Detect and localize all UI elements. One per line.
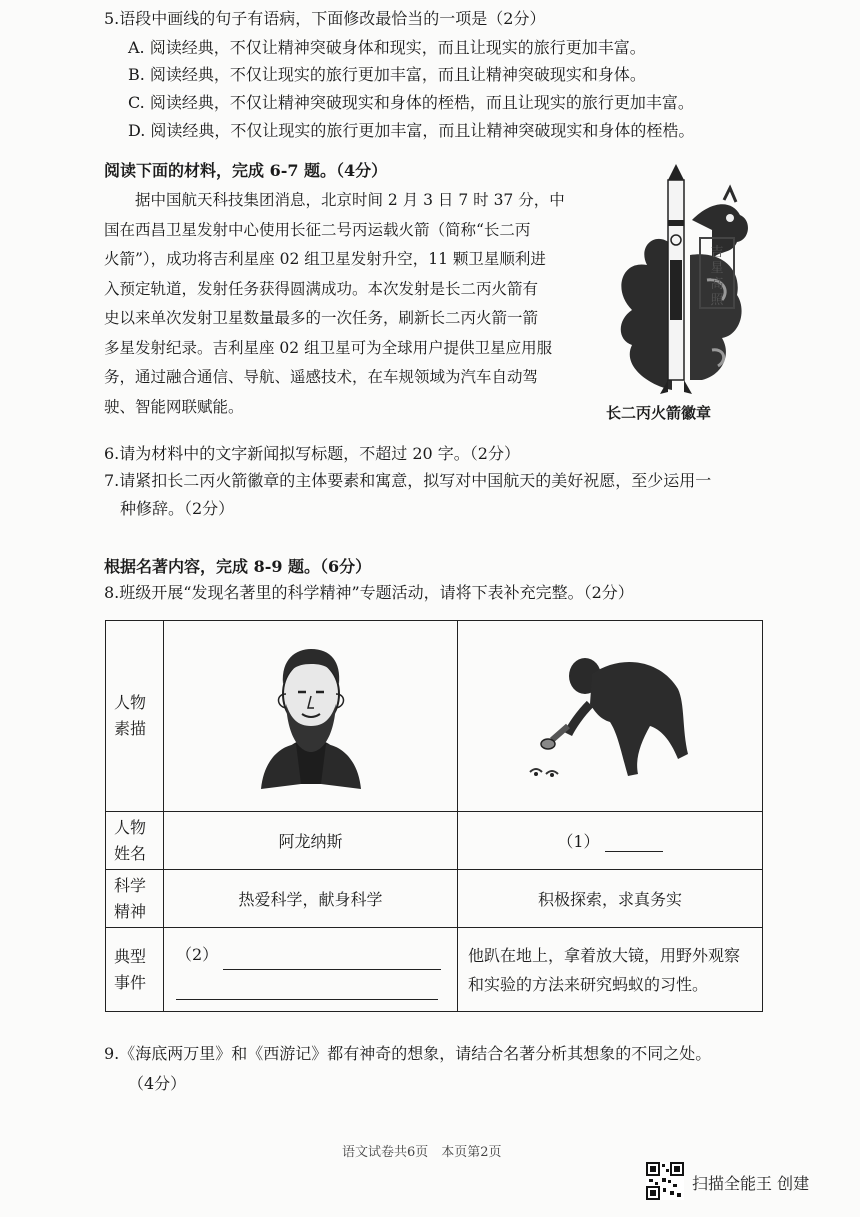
- answer-blank-1[interactable]: [605, 835, 663, 852]
- row-header-event: 典型事件: [106, 928, 164, 1012]
- row-header-portrait: 人物素描: [106, 621, 164, 812]
- rocket-dragon-icon: [612, 160, 752, 400]
- q7-line-1: 7.请紧扣长二丙火箭徽章的主体要素和寓意，拟写对中国航天的美好祝愿，至少运用一: [104, 471, 712, 490]
- spirit-aronnax: 热爱科学，献身科学: [164, 870, 458, 928]
- classics-heading: 根据名著内容，完成 8-9 题。（6分）: [104, 557, 372, 576]
- blank-2-label: （2）: [176, 944, 219, 964]
- badge-text-2: 星: [710, 261, 724, 276]
- table-row-name: [106, 812, 763, 870]
- name-blank-cell: [458, 812, 763, 870]
- table-row-spirit: [106, 870, 763, 928]
- news-paragraph: [104, 186, 598, 422]
- q5-stem: 5.语段中画线的句子有语病，下面修改最恰当的一项是（2分）: [104, 9, 546, 28]
- news-line: 入预定轨道，发射任务获得圆满成功。本次发射是长二丙火箭有: [104, 279, 539, 298]
- news-line: 火箭”），成功将吉利星座 02 组卫星发射升空，11 颗卫星顺利进: [104, 250, 546, 268]
- event-fabre-line-1: 他趴在地上，拿着放大镜，用野外观察: [468, 945, 741, 965]
- news-line: 务，通过融合通信、导航、遥感技术，在车规领域为汽车自动驾: [104, 368, 539, 386]
- portrait-fabre: [458, 621, 763, 812]
- table-row-event: [106, 928, 763, 1012]
- q5-option-d: D. 阅读经典，不仅让现实的旅行更加丰富，而且让精神突破现实和身体的桎梏。: [128, 121, 695, 140]
- science-spirit-table: [105, 620, 763, 1012]
- q7-line-2: 种修辞。（2分）: [120, 499, 235, 518]
- event-fabre: [458, 928, 763, 1012]
- q5-option-b: B. 阅读经典，不仅让现实的旅行更加丰富，而且让精神突破现实和身体。: [128, 65, 646, 84]
- aronnax-portrait-icon: [246, 634, 376, 794]
- spirit-fabre: 积极探索，求真务实: [458, 870, 763, 928]
- row-header-name: 人物姓名: [106, 812, 164, 870]
- event-fabre-line-2: 和实验的方法来研究蚂蚁的习性。: [468, 974, 709, 994]
- q5-option-c: C. 阅读经典，不仅让精神突破现实和身体的桎梏，而且让现实的旅行更加丰富。: [128, 93, 694, 112]
- news-line: 国在西昌卫星发射中心使用长征二号丙运载火箭（简称“长二丙: [104, 220, 531, 239]
- q5-option-a: A. 阅读经典，不仅让精神突破身体和现实，而且让现实的旅行更加丰富。: [128, 38, 646, 57]
- page-footer: 语文试卷共6页 本页第2页: [342, 1145, 502, 1160]
- scanner-watermark: 扫描全能王 创建: [692, 1174, 810, 1193]
- qr-code-icon: [646, 1162, 684, 1200]
- fabre-magnifier-icon: [510, 634, 710, 794]
- event-blank-cell: [164, 928, 458, 1012]
- answer-blank-2-line-2[interactable]: [176, 983, 438, 1000]
- answer-blank-2-line-1[interactable]: [223, 953, 441, 970]
- q9-line-2: （4分）: [128, 1074, 187, 1093]
- table-row-portrait: [106, 621, 763, 812]
- q8-text: 8.班级开展“发现名著里的科学精神”专题活动，请将下表补充完整。（2分）: [104, 583, 634, 602]
- rocket-badge-image: [612, 160, 752, 400]
- news-line: 史以来单次发射卫星数量最多的一次任务，刷新长二丙火箭一箭: [104, 309, 539, 327]
- reading-heading: 阅读下面的材料，完成 6-7 题。（4分）: [104, 161, 388, 180]
- q9-line-1: 9.《海底两万里》和《西游记》都有神奇的想象，请结合名著分析其想象的不同之处。: [104, 1044, 712, 1063]
- row-header-spirit: 科学精神: [106, 870, 164, 928]
- name-aronnax: 阿龙纳斯: [164, 812, 458, 870]
- news-line: 驶、智能网联赋能。: [104, 397, 244, 416]
- badge-text-1: 吉: [710, 245, 724, 260]
- q6-text: 6.请为材料中的文字新闻拟写标题，不超过 20 字。（2分）: [104, 444, 520, 463]
- news-line: 据中国航天科技集团消息，北京时间 2 月 3 日 7 时 37 分，中: [104, 191, 565, 209]
- badge-text-4: 照: [710, 293, 724, 308]
- badge-text-3: 高: [710, 277, 724, 292]
- badge-caption: 长二丙火箭徽章: [606, 404, 712, 422]
- portrait-aronnax: [164, 621, 458, 812]
- blank-1-label: （1）: [557, 832, 600, 851]
- news-line: 多星发射纪录。吉利星座 02 组卫星可为全球用户提供卫星应用服: [104, 338, 553, 357]
